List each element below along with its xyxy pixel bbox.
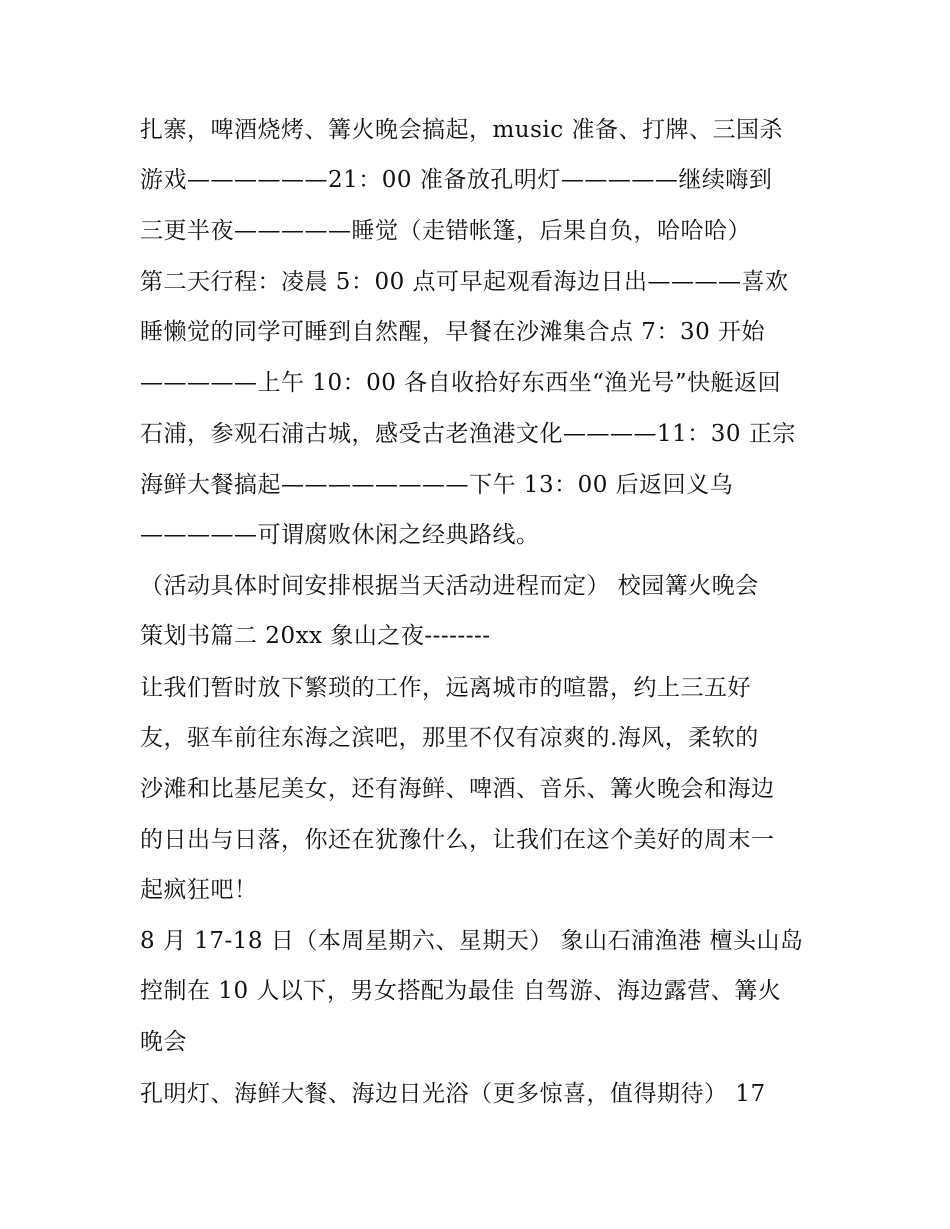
- text-line: 起疯狂吧！: [140, 877, 258, 903]
- text-line: 第二天行程：凌晨 5：00 点可早起观看海边日出————喜欢: [140, 269, 789, 295]
- text-line: 扎寨，啤酒烧烤、篝火晚会搞起，music 准备、打牌、三国杀: [140, 117, 783, 143]
- text-line: 孔明灯、海鲜大餐、海边日光浴（更多惊喜，值得期待） 17: [140, 1081, 766, 1107]
- text-line: 控制在 10 人以下，男女搭配为最佳 自驾游、海边露营、篝火: [140, 978, 782, 1004]
- text-line: 三更半夜—————睡觉（走错帐篷，后果自负，哈哈哈）: [140, 218, 751, 244]
- text-line: 海鲜大餐搞起————————下午 13：00 后返回义乌: [140, 472, 734, 498]
- text-line: 晚会: [140, 1029, 187, 1055]
- text-line: 游戏——————21：00 准备放孔明灯—————继续嗨到: [140, 167, 773, 193]
- text-line: 友，驱车前往东海之滨吧，那里不仅有凉爽的.海风，柔软的: [140, 725, 759, 751]
- text-line: 的日出与日落，你还在犹豫什么，让我们在这个美好的周末一: [140, 827, 775, 853]
- text-line: 策划书篇二 20xx 象山之夜--------: [140, 623, 491, 649]
- text-line: 睡懒觉的同学可睡到自然醒，早餐在沙滩集合点 7：30 开始: [140, 319, 766, 345]
- text-line: —————可谓腐败休闲之经典路线。: [140, 522, 540, 548]
- text-line: 石浦，参观石浦古城，感受古老渔港文化————11：30 正宗: [140, 421, 796, 447]
- text-line: （活动具体时间安排根据当天活动进程而定） 校园篝火晚会: [140, 573, 759, 599]
- text-line: 沙滩和比基尼美女，还有海鲜、啤酒、音乐、篝火晚会和海边: [140, 776, 775, 802]
- text-line: 8 月 17-18 日（本周星期六、星期天） 象山石浦渔港 檀头山岛: [140, 928, 804, 954]
- text-line: 让我们暂时放下繁琐的工作，远离城市的喧嚣，约上三五好: [140, 675, 751, 701]
- text-line: —————上午 10：00 各自收拾好东西坐“渔光号”快艇返回: [140, 370, 782, 396]
